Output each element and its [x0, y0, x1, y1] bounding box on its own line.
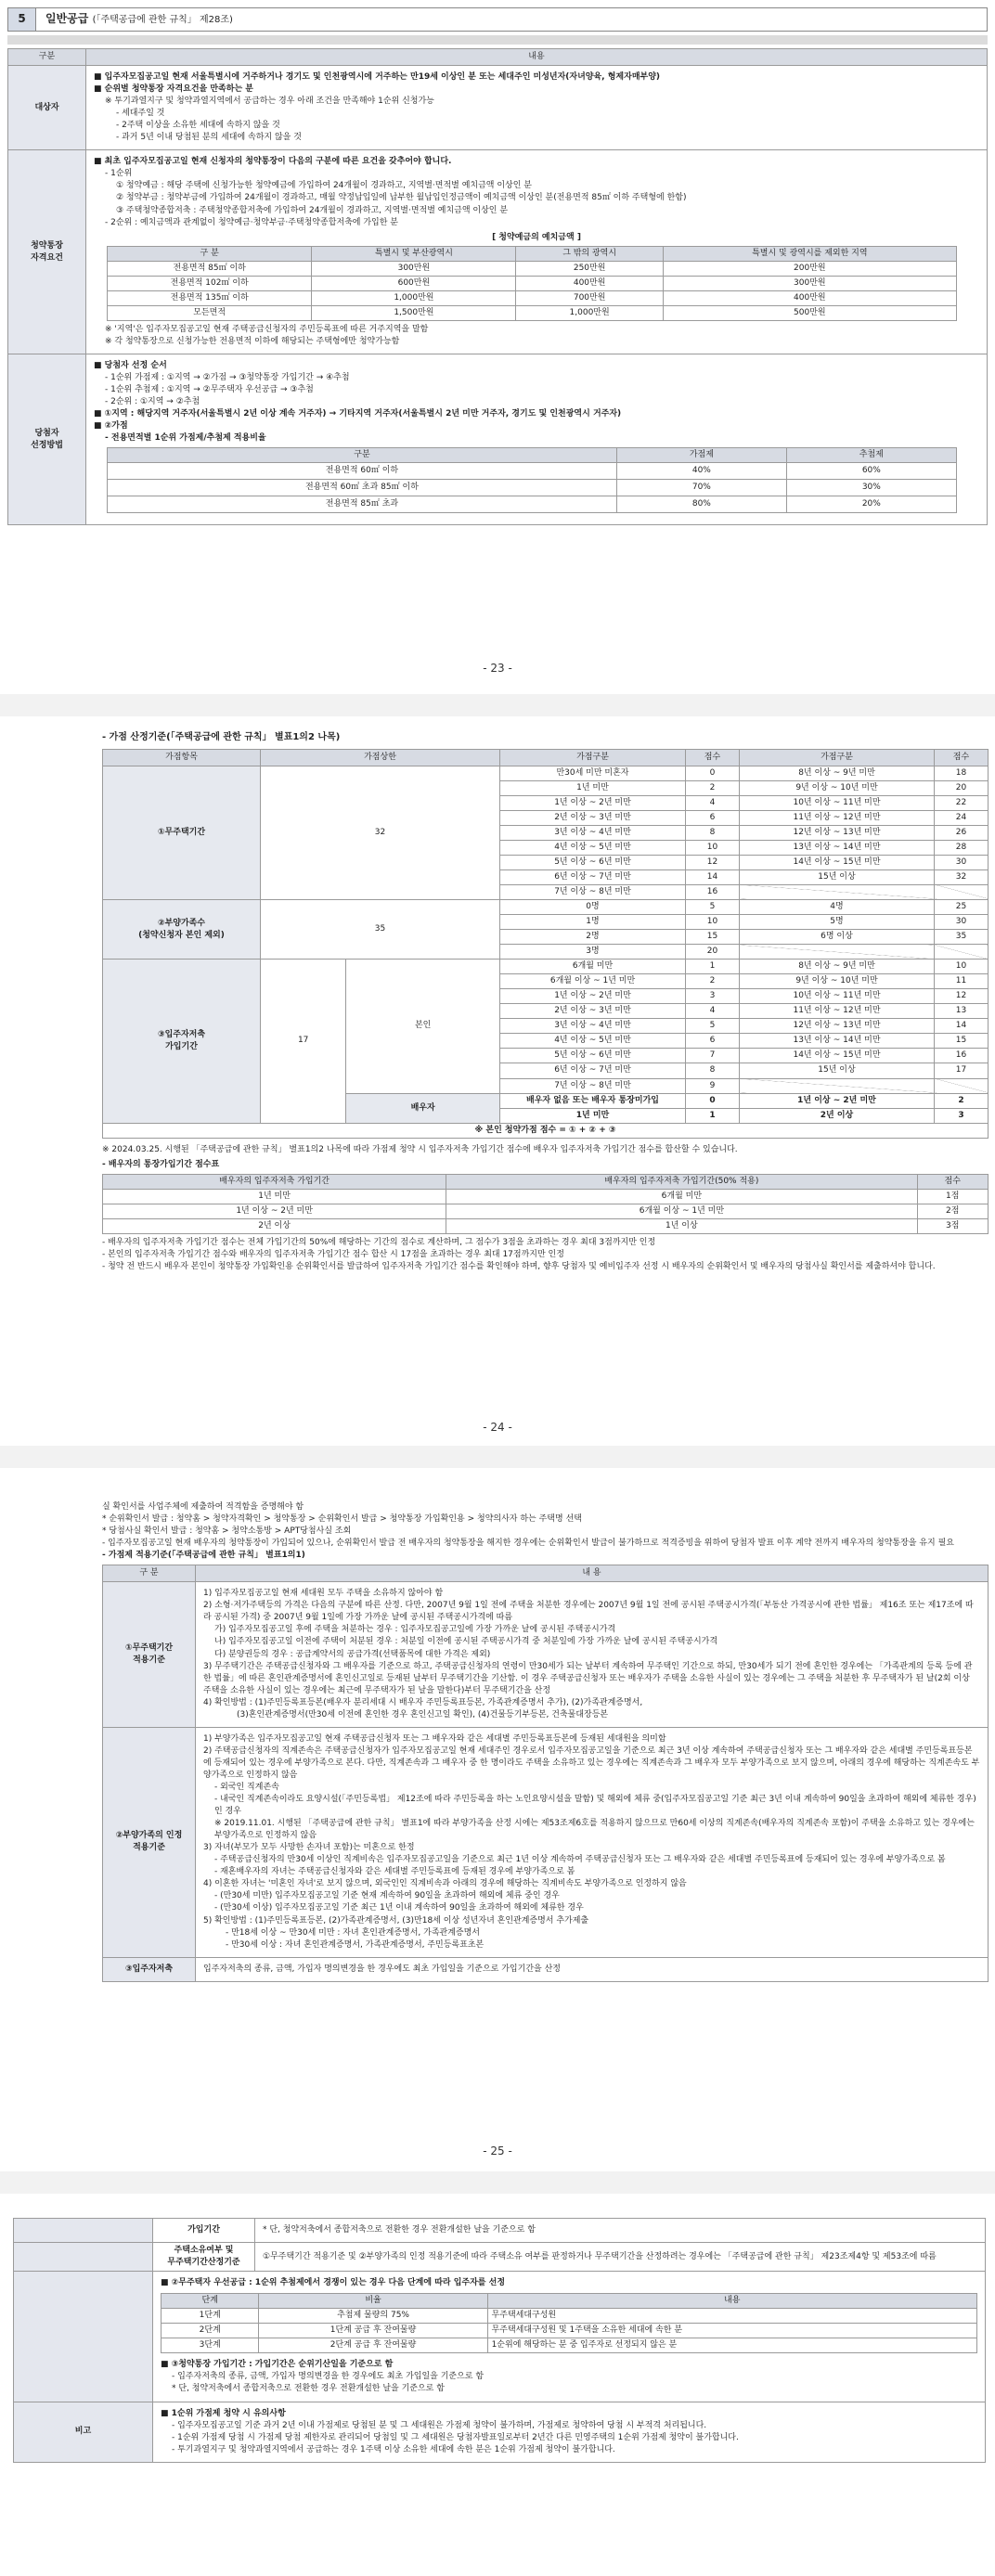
spouse-note: - 배우자의 입주자저축 가입기간 점수는 전체 가입기간의 50%에 해당하는 기간의 점수로 계산하며, 그 점수가 3점을 초과하는 경우 최대 3점까지만 인정: [102, 1238, 656, 1247]
score-cell: 7년 이상 ~ 8년 미만: [500, 1078, 686, 1093]
table-cell: 전용면적 102㎡ 이하: [108, 276, 312, 290]
table-cell: 전용면적 60㎡ 이하: [108, 463, 617, 480]
table-cell: 무주택세대구성원: [487, 2309, 976, 2324]
score-cell: 1명: [500, 915, 686, 930]
score-cell: 8년 이상 ~ 9년 미만: [740, 960, 935, 974]
score-cell: 1: [686, 960, 740, 974]
table-cell: 1년 이상: [446, 1218, 917, 1233]
table-cell: 600만원: [312, 276, 516, 290]
table-cell: 250만원: [516, 261, 663, 276]
score-cell: 6명 이상: [740, 930, 935, 945]
account-content: ■ 최초 입주자모집공고일 현재 신청자의 청약통장이 다음의 구분에 따른 요건을 갖추어야 합니다. - 1순위 ① 청약예금 : 해당 주택에 신청가능한 청약예금에 가입하여 24개월이 경과하고, 지역별·면적별 예치금액 이상인 분 ② 청약부금 : 청약부금에 가입하여 24개월이 경과하고, 매월 약정납입일에 납부한 월납입인정금액이 예치금액 이상인 분(전용면적 85㎡ 이하 주택형에 한함) ③ 주택청약종합저축 : 주택청약종합저축에 가입하여 24개월이 경과하고, 지역별·면적별 예치금액 이상인 분 - 2순위 : 예치금액과 관계없이 청약예금·청약부금·주택청약종합저축에 가입한 분 [ 청약예금의 예치금액 ] 구 분 특별시 및 부산광역시 그 밖의 광역시 특별시 및 광역시를 제외한 지역 전용면적 85㎡ 이하 300만원 250만원 200만원 전용면적 102㎡ 이하 600만원 400만원 300만원 전용면적 135㎡ 이하 1,000만원 700만원 400만원 모든면적 1,500만원 1,000만원 500만원 ※ '지역'은 입주자모집공고일 현재 주택공급신청자의 주민등록표에 따른 거주지역을 말함 ※ 각 청약통장으로 신청가능한 전용면적 이하에 해당되는 주택형에만 청약가능함: [86, 150, 988, 354]
table-row: [162, 2338, 977, 2353]
period-label: [14, 2219, 153, 2243]
score-cell: 16: [935, 1049, 989, 1063]
score-row: [103, 960, 989, 974]
score-cell: 7년 이상 ~ 8년 미만: [500, 884, 686, 899]
score-cell: 5명: [740, 915, 935, 930]
table-cell: 1단계: [162, 2309, 259, 2324]
table-cell: 가점상한: [261, 749, 500, 766]
score-cell: 4명: [740, 899, 935, 914]
table-row: [108, 261, 957, 276]
score-cell: 25: [935, 899, 989, 914]
table-cell: 70%: [616, 480, 786, 496]
score-max: 17: [261, 960, 346, 1124]
deposit-caption: [ 청약예금의 예치금액 ]: [492, 232, 581, 242]
score-category: ③입주자저축 가입기간: [103, 960, 261, 1124]
selection-label: 당첨자 선정방법: [8, 354, 86, 524]
score-cell: 11년 이상 ~ 12년 미만: [740, 1004, 935, 1019]
score-row: [103, 766, 989, 780]
score-cell: 2: [686, 780, 740, 795]
score-cell: 8: [686, 1063, 740, 1078]
score-cell: 30: [935, 915, 989, 930]
score-cell: 12: [686, 855, 740, 869]
score-cell: 32: [935, 869, 989, 884]
table-cell: 점수: [917, 1174, 989, 1189]
table-cell: 점수: [686, 749, 740, 766]
table-cell: 200만원: [663, 261, 956, 276]
score-cell: 9년 이상 ~ 10년 미만: [740, 974, 935, 989]
table-cell: 전용면적 135㎡ 이하: [108, 290, 312, 305]
page-26: [0, 2194, 995, 2576]
table-cell: 2점: [917, 1204, 989, 1218]
section-header: [7, 7, 988, 32]
score-cell: 1년 이상 ~ 2년 미만: [500, 989, 686, 1004]
table-cell: 추첨제 물량의 75%: [259, 2309, 487, 2324]
score-cell: 35: [935, 930, 989, 945]
table-cell: 2년 이상: [103, 1218, 446, 1233]
spouse-note: - 청약 전 반드시 배우자 본인이 청약통장 가입확인용 순위확인서를 발급하여 입주자저축 가입기간 점수를 확인해야 하며, 향후 당첨자 및 예비입주자 선정 시 배우자의 순위확인서 및 배우자의 당첨사실 확인서를 제출하셔야 합니다.: [102, 1262, 936, 1272]
score-cell: 28: [935, 840, 989, 855]
score-cell: 14년 이상 ~ 15년 미만: [740, 1049, 935, 1063]
deposit-table: [107, 246, 957, 321]
dependents-label: ②부양가족의 인정 적용기준: [103, 1727, 196, 1957]
table-cell: 1년 이상 ~ 2년 미만: [103, 1204, 446, 1218]
score-category: ①무주택기간: [103, 766, 261, 899]
score-cell: 3년 이상 ~ 4년 미만: [500, 825, 686, 840]
join-period-text: * 단, 청약저축에서 종합저축으로 전환한 경우 전환개설한 날을 기준으로 함: [255, 2219, 986, 2243]
table-cell: 전용면적 85㎡ 이하: [108, 261, 312, 276]
table-row: [108, 290, 957, 305]
table-cell: 가점항목: [103, 749, 261, 766]
score-cell: 7: [686, 1049, 740, 1063]
table-cell: 단계: [162, 2294, 259, 2309]
score-cell: 4년 이상 ~ 5년 미만: [500, 840, 686, 855]
table-cell: 300만원: [312, 261, 516, 276]
score-cell: 5년 이상 ~ 6년 미만: [500, 855, 686, 869]
score-subject: 배우자: [346, 1093, 500, 1123]
table-cell: 가점구분: [740, 749, 935, 766]
score-cell: 4년 이상 ~ 5년 미만: [500, 1034, 686, 1049]
spouse-title: - 배우자의 통장가입기간 점수표: [102, 1159, 220, 1169]
score-cell: 22: [935, 795, 989, 810]
table-cell: 1,000만원: [312, 290, 516, 305]
homeless-label: ①무주택기간 적용기준: [103, 1582, 196, 1728]
score-cell: 1년 미만: [500, 1108, 686, 1123]
table-cell: 특별시 및 광역시를 제외한 지역: [663, 246, 956, 261]
note-label: 비고: [14, 2402, 153, 2462]
score-cell: 9: [686, 1078, 740, 1093]
table-cell: 전용면적 60㎡ 초과 85㎡ 이하: [108, 480, 617, 496]
table-row: [108, 480, 957, 496]
table-cell: 20%: [786, 496, 956, 513]
score-cell: 20: [686, 945, 740, 960]
score-cell: 18: [935, 766, 989, 780]
score-cell: [740, 884, 935, 899]
section-number: 5: [8, 8, 36, 31]
score-cell: 2년 이상: [740, 1108, 935, 1123]
score-cell: 10년 이상 ~ 11년 미만: [740, 795, 935, 810]
score-cell: 4: [686, 795, 740, 810]
score-cell: 14년 이상 ~ 15년 미만: [740, 855, 935, 869]
table-row: [108, 305, 957, 320]
table-row: [103, 1218, 989, 1233]
table-row: [108, 463, 957, 480]
score-cell: 4: [686, 1004, 740, 1019]
score-cell: 24: [935, 810, 989, 825]
page-number: - 25 -: [483, 2145, 512, 2157]
table-cell: 1,000만원: [516, 305, 663, 320]
section-title: 일반공급 (「주택공급에 관한 규칙」 제28조): [45, 12, 233, 26]
score-cell: 5: [686, 899, 740, 914]
score-cell: 2명: [500, 930, 686, 945]
score-cell: 14: [935, 1019, 989, 1034]
table-row: [103, 1189, 989, 1204]
priority-table: [161, 2293, 977, 2353]
score-cell: 15년 이상: [740, 869, 935, 884]
score-cell: 6년 이상 ~ 7년 미만: [500, 1063, 686, 1078]
score-cell: [935, 884, 989, 899]
table-cell: 6개월 미만: [446, 1189, 917, 1204]
page-number: - 24 -: [483, 1421, 512, 1434]
ownership-label: 주택소유여부 및 무주택기간산정기준: [153, 2243, 255, 2272]
priority-section-table: [13, 2218, 986, 2463]
table-cell: 가점구분: [500, 749, 686, 766]
ownership-text: ①무주택기간 적용기준 및 ②부양가족의 인정 적용기준에 따라 주택소유 여부를 판정하거나 무주택기간을 산정하려는 경우에는 「주택공급에 관한 규칙」 제23조제4항 및 제53조에 따름: [255, 2243, 986, 2272]
score-cell: 17: [935, 1063, 989, 1078]
table-cell: 그 밖의 광역시: [516, 246, 663, 261]
target-label: 대상자: [8, 66, 86, 150]
table-cell: 3단계: [162, 2338, 259, 2353]
table-cell: 700만원: [516, 290, 663, 305]
table-cell: 1점: [917, 1189, 989, 1204]
score-cell: 3: [935, 1108, 989, 1123]
table-cell: 내 용: [196, 1565, 989, 1582]
score-cell: 만30세 미만 미혼자: [500, 766, 686, 780]
table-cell: 6개월 이상 ~ 1년 미만: [446, 1204, 917, 1218]
table-cell: 2단계 공급 후 잔여물량: [259, 2338, 487, 2353]
score-cell: 6개월 미만: [500, 960, 686, 974]
savings-label: ③입주자저축: [103, 1957, 196, 1981]
join-period-label: 가입기간: [153, 2219, 255, 2243]
table-cell: 배우자의 입주자저축 가입기간(50% 적용): [446, 1174, 917, 1189]
col-header-content: 내용: [86, 49, 988, 66]
table-cell: 400만원: [516, 276, 663, 290]
score-row: [103, 899, 989, 914]
table-cell: 1년 미만: [103, 1189, 446, 1204]
score-cell: 6년 이상 ~ 7년 미만: [500, 869, 686, 884]
score-cell: 30: [935, 855, 989, 869]
score-cell: 1년 미만: [500, 780, 686, 795]
table-cell: 3점: [917, 1218, 989, 1233]
table-cell: [14, 2243, 153, 2272]
score-cell: 1: [686, 1108, 740, 1123]
score-cell: 10: [686, 915, 740, 930]
table-cell: 1순위에 해당하는 분 중 입주자로 선정되지 않은 분: [487, 2338, 976, 2353]
divider: [7, 35, 988, 45]
table-cell: 내용: [487, 2294, 976, 2309]
score-subject: 본인: [346, 960, 500, 1093]
target-content: ■ 입주자모집공고일 현재 서울특별시에 거주하거나 경기도 및 인천광역시에 거주하는 만19세 이상인 분 또는 세대주인 미성년자(자녀양육, 형제자매부양) ■ 순위별 청약통장 자격요건을 만족하는 분 ※ 투기과열지구 및 청약과열지역에서 공급하는 경우 아래 조건을 만족해야 1순위 신청가능 - 세대주일 것 - 2주택 이상을 소유한 세대에 속하지 않을 것 - 과거 5년 이내 당첨된 분의 세대에 속하지 않을 것: [86, 66, 988, 150]
score-cell: 3: [686, 989, 740, 1004]
score-category: ②부양가족수 (청약신청자 본인 제외): [103, 899, 261, 959]
score-max: 35: [261, 899, 500, 959]
table-cell: 비율: [259, 2294, 487, 2309]
score-cell: 0: [686, 766, 740, 780]
col-header-category: 구분: [8, 49, 86, 66]
table-cell: 전용면적 85㎡ 초과: [108, 496, 617, 513]
table-row: [108, 276, 957, 290]
priority-content: ■ ②무주택자 우선공급 : 1순위 추첨제에서 경쟁이 있는 경우 다음 단계에 따라 입주자를 선정 단계 비율 내용 1단계 추첨제 물량의 75% 무주택세대구성원 2단계 1단계 공급 후 잔여물량 무주택세대구성원 및 1주택을 소유한 세대에 속한 분 3단계 2단계 공급 후 잔여물량 1순위에 해당하는 분 중 입주자로 선정되지 않은 분 ■ ③청약통장 가입기간 : 가입기간은 순위기산일을 기준으로 함 - 입주자저축의 종류, 금액, 가입자 명의변경을 한 경우에도 최초 가입일을 기준으로 함 * 단, 청약저축에서 종합저축으로 전환한 경우 전환개설한 날을 기준으로 함: [153, 2272, 986, 2402]
page-number: - 23 -: [483, 662, 512, 675]
table-cell: 특별시 및 부산광역시: [312, 246, 516, 261]
table-row: [103, 1204, 989, 1218]
general-supply-table: [7, 48, 988, 525]
score-cell: 3년 이상 ~ 4년 미만: [500, 1019, 686, 1034]
score-cell: [740, 1078, 935, 1093]
spouse-table: [102, 1174, 989, 1234]
total-line: ※ 본인 청약가점 점수 = ① + ② + ③: [103, 1123, 989, 1138]
homeless-content: 1) 입주자모집공고일 현재 세대원 모두 주택을 소유하지 않아야 함 2) 소형·저가주택등의 가격은 다음의 구분에 따른 산정. 다만, 2007년 9월 1일 전에 주택을 처분한 경우에는 2007년 9월 1일 전에 공시된 주택공시가격(「부동산 가격공시에 관한 법률」 제16조 또는 제17조에 따라 공시된 가격) 중 2007년 9월 1일에 가장 가까운 날에 공시된 주택공시가격에 따름 가) 입주자모집공고일 후에 주택을 처분하는 경우 : 입주자모집공고일에 가장 가까운 날에 공시된 주택공시가격 나) 입주자모집공고일 이전에 주택이 처분된 경우 : 처분일 이전에 공시된 주택공시가격 중 처분일에 가장 가까운 날에 공시된 주택공시가격 다) 분양권등의 경우 : 공급계약서의 공급가격(선택품목에 대한 가격은 제외) 3) 무주택기간은 주택공급신청자와 그 배우자를 기준으로 하고, 주택공급신청자의 연령이 만30세가 되는 날부터 계속하여 무주택인 기간으로 하되, 만30세가 되기 전에 혼인한 경우에는 「가족관계의 등록 등에 관한 법률」에 따른 혼인관계증명서에 혼인신고일로 등재된 날부터 무주택기간을 기산함. 이 경우 주택공급신청자 또는 배우자가 주택을 소유한 사실이 있는 경우에는 그 주택을 처분한 후 무주택자가 된 날(2회 이상 주택을 소유한 사실이 있는 경우에는 최근에 무주택자가 된 날을 말한다)부터 무주택기간을 산정 4) 확인방법 : (1)주민등록표등본(배우자 분리세대 시 배우자 주민등록표등본, 가족관계증명서 추가), (2)가족관계증명서, (3)혼인관계증명서(만30세 이전에 혼인한 경우 혼인신고일 확인), (4)건물등기부등본, 건축물대장등본: [196, 1582, 989, 1728]
score-cell: 10년 이상 ~ 11년 미만: [740, 989, 935, 1004]
score-cell: 배우자 없음 또는 배우자 통장미가입: [500, 1093, 686, 1108]
score-cell: 12년 이상 ~ 13년 미만: [740, 825, 935, 840]
score-cell: 15: [686, 930, 740, 945]
score-cell: 10: [686, 840, 740, 855]
score-cell: 8년 이상 ~ 9년 미만: [740, 766, 935, 780]
score-cell: 0: [686, 1093, 740, 1108]
savings-content: 입주자저축의 종류, 금액, 가입자 명의변경을 한 경우에도 최초 가입일을 기준으로 가입기간을 산정: [196, 1957, 989, 1981]
score-table: [102, 749, 989, 1139]
score-cell: 2년 이상 ~ 3년 미만: [500, 1004, 686, 1019]
table-cell: 60%: [786, 463, 956, 480]
score-cell: 3명: [500, 945, 686, 960]
score-cell: 9년 이상 ~ 10년 미만: [740, 780, 935, 795]
score-cell: 15년 이상: [740, 1063, 935, 1078]
table-cell: 2단계: [162, 2324, 259, 2338]
score-note: ※ 2024.03.25. 시행된 「주택공급에 관한 규칙」 별표1의2 나목에 따라 가점제 청약 시 입주자저축 가입기간 점수에 배우자 입주자저축 가입기간 점수를 합산할 수 있습니다.: [102, 1144, 738, 1154]
score-cell: 2년 이상 ~ 3년 미만: [500, 810, 686, 825]
dependents-content: 1) 부양가족은 입주자모집공고일 현재 주택공급신청자 또는 그 배우자와 같은 세대별 주민등록표등본에 등재된 세대원을 의미함 2) 주택공급신청자의 직계존속은 주택공급신청자가 입주자모집공고일 현재 세대주인 경우로서 입주자모집공고일을 기준으로 최근 3년 이상 계속하여 주택공급신청자 또는 그 배우자와 같은 세대별 주민등록표등본에 등재되어 있는 경우에 부양가족으로 본다. 다만, 직계존속과 그 배우자 중 한 명이라도 주택을 소유하고 있는 경우에는 직계존속과 그 배우자 모두 부양가족으로 보지 않으며, 아래의 경우에 해당하는 직계존속도 부양가족으로 인정하지 않음 - 외국인 직계존속 - 내국인 직계존속이라도 요양시설(「주민등록법」 제12조에 따라 주민등록을 하는 노인요양시설을 말함) 및 해외에 체류 중(입주자모집공고일 기준 최근 3년 이내 계속하여 90일을 초과하여 해외에 체류한 경우)인 경우 ※ 2019.11.01. 시행된 「주택공급에 관한 규칙」 별표1에 따라 부양가족을 산정 시에는 제53조제6호를 적용하지 않으므로 만60세 이상의 직계존속(배우자의 직계존속 포함)이 주택을 소유하고 있는 경우에는 부양가족으로 인정하지 않음 3) 자녀(부모가 모두 사망한 손자녀 포함)는 미혼으로 한정 - 주택공급신청자의 만30세 이상인 직계비속은 입주자모집공고일을 기준으로 최근 1년 이상 계속하여 주택공급신청자 또는 그 배우자와 같은 세대별 주민등록표에 등재되어 있는 경우에 부양가족으로 봄 - 재혼배우자의 자녀는 주택공급신청자와 같은 세대별 주민등록표에 등재된 경우에 부양가족으로 봄 4) 이혼한 자녀는 '미혼인 자녀'로 보지 않으며, 외국인인 직계비속과 아래의 경우에 해당하는 직계비속도 부양가족으로 인정하지 않음 - (만30세 미만) 입주자모집공고일 기준 현재 계속하여 90일을 초과하여 해외에 체류 중인 경우 - (만30세 이상) 입주자모집공고일 기준 최근 1년 이내 계속하여 90일을 초과하여 해외에 체류한 경우 5) 확인방법 : (1)주민등록표등본, (2)가족관계증명서, (3)만18세 이상 성년자녀 혼인관계증명서 추가제출 - 만18세 이상 ~ 만30세 미만 : 자녀 혼인관계증명서, 가족관계증명서 - 만30세 이상 : 자녀 혼인관계증명서, 가족관계증명서, 주민등록표초본: [196, 1727, 989, 1957]
page-23: [0, 0, 995, 694]
score-max: 32: [261, 766, 500, 899]
criteria-table: [102, 1565, 989, 1981]
score-cell: 13: [935, 1004, 989, 1019]
score-cell: 12년 이상 ~ 13년 미만: [740, 1019, 935, 1034]
score-cell: 10: [935, 960, 989, 974]
table-row: [108, 496, 957, 513]
score-cell: 5: [686, 1019, 740, 1034]
score-cell: 13년 이상 ~ 14년 미만: [740, 1034, 935, 1049]
table-cell: 500만원: [663, 305, 956, 320]
table-cell: 구 분: [103, 1565, 196, 1582]
account-label: 청약통장 자격요건: [8, 150, 86, 354]
table-cell: 구 분: [108, 246, 312, 261]
table-cell: 400만원: [663, 290, 956, 305]
score-cell: [935, 945, 989, 960]
score-cell: [740, 945, 935, 960]
page-24: [0, 716, 995, 1446]
table-cell: 점수: [935, 749, 989, 766]
score-cell: 6: [686, 1034, 740, 1049]
score-cell: 2: [686, 974, 740, 989]
page-25: 실 확인서를 사업주체에 제출하여 적격함을 증명해야 함 * 순위확인서 발급 : 청약홈 > 청약자격확인 > 청약통장 > 순위확인서 발급 > 청약통장 가입확인용 > 청약의사자 하는 주택명 선택 * 당첨사실 확인서 발급 : 청약홈 > 청약소통방 > APT당첨사실 조회 - 입주자모집공고일 현재 배우자의 청약통장이 가입되어 있으나, 순위확인서 발급 전 배우자의 청약통장을 해지한 경우에는 순위확인서 발급이 불가하므로 적격증빙을 위하여 당첨자 발표 이후 계약 전까지 배우자의 청약통장을 유지 필요 - 가점제 적용기준(「주택공급에 관한 규칙」 별표1의1) 구 분 내 용 ①무주택기간 적용기준 1) 입주자모집공고일 현재 세대원 모두 주택을 소유하지 않아야 함 2) 소형·저가주택등의 가격은 다음의 구분에 따른 산정. 다만, 2007년 9월 1일 전에 주택을 처분한 경우에는 2007년 9월 1일 전에 공시된 주택공시가격(「부동산 가격공시에 관한 법률」 제16조 또는 제17조에 따라 공시된 가격) 중 2007년 9월 1일에 가장 가까운 날에 공시된 주택공시가격에 따름 가) 입주자모집공고일 후에 주택을 처분하는 경우 : 입주자모집공고일에 가장 가까운 날에 공시된 주택공시가격 나) 입주자모집공고일 이전에 주택이 처분된 경우 : 처분일 이전에 공시된 주택공시가격 중 처분일에 가장 가까운 날에 공시된 주택공시가격 다) 분양권등의 경우 : 공급계약서의 공급가격(선택품목에 대한 가격은 제외) 3) 무주택기간은 주택공급신청자와 그 배우자를 기준으로 하고, 주택공급신청자의 연령이 만30세가 되는 날부터 계속하여 무주택인 기간으로 하되, 만30세가 되기 전에 혼인한 경우에는 「가족관계의 등록 등에 관한 법률」에 따른 혼인관계증명서에 혼인신고일로 등재된 날부터 무주택기간을 기산함. 이 경우 주택공급신청자 또는 배우자가 주택을 소유한 사실이 있는 경우에는 그 주택을 처분한 후 무주택자가 된 날(2회 이상 주택을 소유한 사실이 있는 경우에는 최근에 무주택자가 된 날을 말한다)부터 무주택기간을 산정 4) 확인방법 : (1)주민등록표등본(배우자 분리세대 시 배우자 주민등록표등본, 가족관계증명서 추가), (2)가족관계증명서, (3)혼인관계증명서(만30세 이전에 혼인한 경우 혼인신고일 확인), (4)건물등기부등본, 건축물대장등본 ②부양가족의 인정 적용기준 1) 부양가족은 입주자모집공고일 현재 주택공급신청자 또는 그 배우자와 같은 세대별 주민등록표등본에 등재된 세대원을 의미함 2) 주택공급신청자의 직계존속은 주택공급신청자가 입주자모집공고일 현재 세대주인 경우로서 입주자모집공고일을 기준으로 최근 3년 이상 계속하여 주택공급신청자 또는 그 배우자와 같은 세대별 주민등록표등본에 등재되어 있는 경우에 부양가족으로 본다. 다만, 직계존속과 그 배우자 중 한 명이라도 주택을 소유하고 있는 경우에는 직계존속과 그 배우자 모두 부양가족으로 보지 않으며, 아래의 경우에 해당하는 직계존속도 부양가족으로 인정하지 않음 - 외국인 직계존속 - 내국인 직계존속이라도 요양시설(「주민등록법」 제12조에 따라 주민등록을 하는 노인요양시설을 말함) 및 해외에 체류 중(입주자모집공고일 기준 최근 3년 이내 계속하여 90일을 초과하여 해외에 체류한 경우)인 경우 ※ 2019.11.01. 시행된 「주택공급에 관한 규칙」 별표1에 따라 부양가족을 산정 시에는 제53조제6호를 적용하지 않으므로 만60세 이상의 직계존속(배우자의 직계존속 포함)이 주택을 소유하고 있는 경우에는 부양가족으로 인정하지 않음 3) 자녀(부모가 모두 사망한 손자녀 포함)는 미혼으로 한정 - 주택공급신청자의 만30세 이상인 직계비속은 입주자모집공고일을 기준으로 최근 1년 이상 계속하여 주택공급신청자 또는 그 배우자와 같은 세대별 주민등록표에 등재되어 있는 경우에 부양가족으로 봄 - 재혼배우자의 자녀는 주택공급신청자와 같은 세대별 주민등록표에 등재된 경우에 부양가족으로 봄 4) 이혼한 자녀는 '미혼인 자녀'로 보지 않으며, 외국인인 직계비속과 아래의 경우에 해당하는 직계비속도 부양가족으로 인정하지 않음 - (만30세 미만) 입주자모집공고일 기준 현재 계속하여 90일을 초과하여 해외에 체류 중인 경우 - (만30세 이상) 입주자모집공고일 기준 최근 1년 이내 계속하여 90일을 초과하여 해외에 체류한 경우 5) 확인방법 : (1)주민등록표등본, (2)가족관계증명서, (3)만18세 이상 성년자녀 혼인관계증명서 추가제출 - 만18세 이상 ~ 만30세 미만 : 자녀 혼인관계증명서, 가족관계증명서 - 만30세 이상 : 자녀 혼인관계증명서, 가족관계증명서, 주민등록표초본 ③입주자저축 입주자저축의 종류, 금액, 가입자 명의변경을 한 경우에도 최초 가입일을 기준으로 가입기간을 산정 - 25 -: [0, 1468, 995, 2171]
score-cell: 13년 이상 ~ 14년 미만: [740, 840, 935, 855]
score-cell: 6개월 이상 ~ 1년 미만: [500, 974, 686, 989]
score-cell: 2: [935, 1093, 989, 1108]
table-cell: 1단계 공급 후 잔여물량: [259, 2324, 487, 2338]
score-cell: 11: [935, 974, 989, 989]
table-cell: 무주택세대구성원 및 1주택을 소유한 세대에 속한 분: [487, 2324, 976, 2338]
table-cell: 추첨제: [786, 448, 956, 463]
score-cell: 12: [935, 989, 989, 1004]
score-cell: 8: [686, 825, 740, 840]
spouse-note: - 본인의 입주자저축 가입기간 점수와 배우자의 입주자저축 가입기간 점수 합산 시 17점을 초과하는 경우 최대 17점까지만 인정: [102, 1250, 564, 1260]
table-cell: 구분: [108, 448, 617, 463]
score-cell: 11년 이상 ~ 12년 미만: [740, 810, 935, 825]
score-cell: 20: [935, 780, 989, 795]
score-cell: [935, 1078, 989, 1093]
score-cell: 14: [686, 869, 740, 884]
table-cell: 모든면적: [108, 305, 312, 320]
table-cell: 300만원: [663, 276, 956, 290]
score-cell: 15: [935, 1034, 989, 1049]
score-cell: 26: [935, 825, 989, 840]
table-cell: 가점제: [616, 448, 786, 463]
note-content: ■ 1순위 가점제 청약 시 유의사항 - 입주자모집공고일 기준 과거 2년 이내 가점제로 당첨된 분 및 그 세대원은 가점제 청약이 불가하며, 가점제로 청약하여 당첨 시 부적격 처리됩니다. - 1순위 가점제 당첨 시 가점제 당첨 제한자로 관리되어 당첨일 및 그 세대원은 당첨자발표일로부터 2년간 다른 민영주택의 1순위 가점제 청약이 불가합니다. - 투기과열지구 및 청약과열지역에서 공급하는 경우 1주택 이상 소유한 세대에 속한 분은 1순위 가점제 청약이 불가합니다.: [153, 2402, 986, 2462]
score-title: - 가점 산정기준(「주택공급에 관한 규칙」 별표1의2 나목): [102, 732, 341, 742]
table-row: [162, 2309, 977, 2324]
score-cell: 1년 이상 ~ 2년 미만: [500, 795, 686, 810]
table-cell: 40%: [616, 463, 786, 480]
ratio-table: [107, 447, 957, 513]
table-cell: 배우자의 입주자저축 가입기간: [103, 1174, 446, 1189]
score-cell: 5년 이상 ~ 6년 미만: [500, 1049, 686, 1063]
score-cell: 1년 이상 ~ 2년 미만: [740, 1093, 935, 1108]
score-cell: 16: [686, 884, 740, 899]
table-cell: 1,500만원: [312, 305, 516, 320]
selection-content: ■ 당첨자 선정 순서 - 1순위 가점제 : ①지역 → ②가점 → ③청약통장 가입기간 → ④추첨 - 1순위 추첨제 : ①지역 → ②무주택자 우선공급 → ③추첨 - 2순위 : ①지역 → ②추첨 ■ ①지역 : 해당지역 거주자(서울특별시 2년 이상 계속 거주자) → 기타지역 거주자(서울특별시 2년 미만 거주자, 경기도 및 인천광역시 거주자) ■ ②가점 - 전용면적별 1순위 가점제/추첨제 적용비율 구분 가점제 추첨제 전용면적 60㎡ 이하 40% 60% 전용면적 60㎡ 초과 85㎡ 이하 70% 30% 전용면적 85㎡ 초과 80% 20%: [86, 354, 988, 524]
table-cell: 30%: [786, 480, 956, 496]
table-row: [162, 2324, 977, 2338]
table-cell: 80%: [616, 496, 786, 513]
score-cell: 0명: [500, 899, 686, 914]
table-cell: [14, 2272, 153, 2402]
score-cell: 6: [686, 810, 740, 825]
